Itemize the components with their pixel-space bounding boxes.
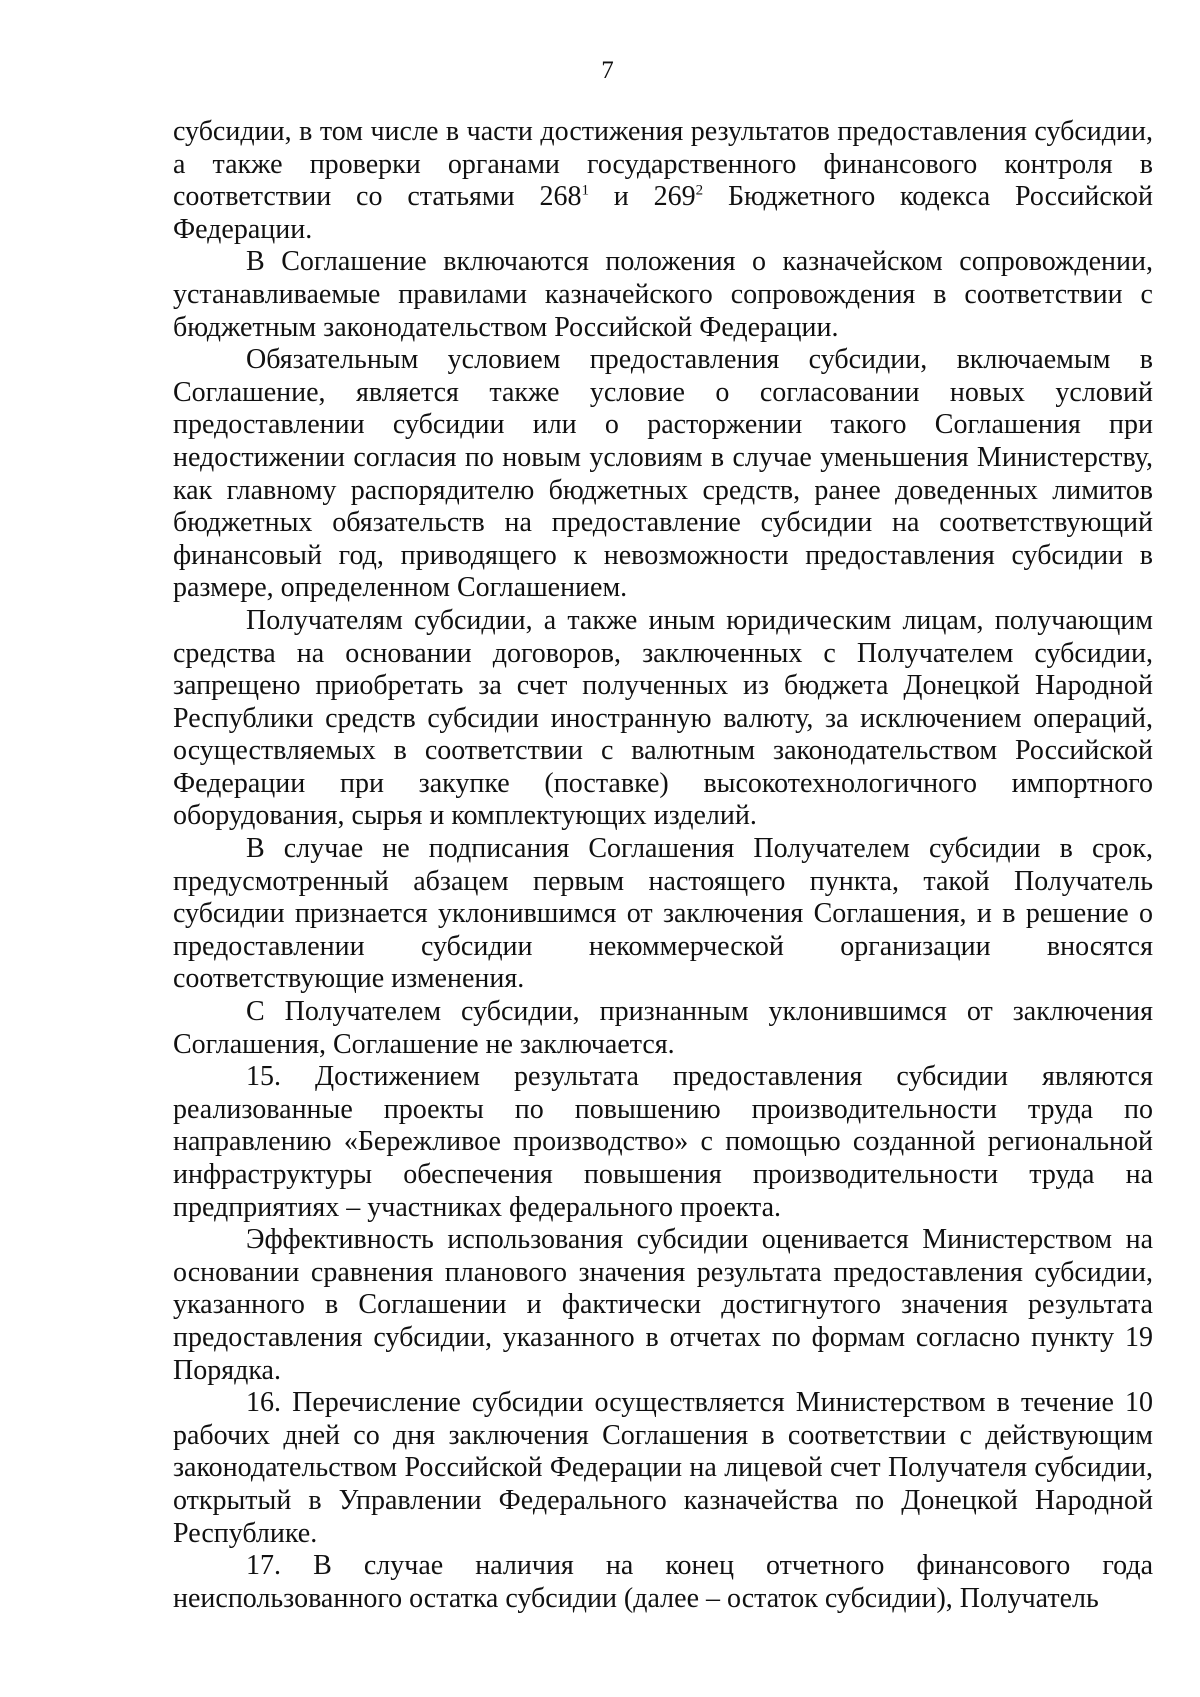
- paragraph-efficiency: Эффективность использования субсидии оценивается Министерством на основании сравнения планового значения результата предоставления субсидии, указанного в Соглашении и фактически достигнутого значения результата предоставления субсидии, указанного в отчетах по формам согласно пункту 19 Порядка.: [173, 1224, 1153, 1386]
- paragraph-not-signed: В случае не подписания Соглашения Получателем субсидии в срок, предусмотренный абзацем первым настоящего пункта, такой Получатель субсидии признается уклонившимся от заключения Соглашения, и в решение о предоставлении субсидии некоммерческой организации вносятся соответствующие изменения.: [173, 833, 1153, 995]
- document-body: [173, 116, 1153, 1615]
- paragraph-currency-prohibition: Получателям субсидии, а также иным юридическим лицам, получающим средства на основании договоров, заключенных с Получателем субсидии, запрещено приобретать за счет полученных из бюджета Донецкой Народной Республики средств субсидии иностранную валюту, за исключением операций, осуществляемых в соответствии с валютным законодательством Российской Федерации при закупке (поставке) высокотехнологичного импортного оборудования, сырья и комплектующих изделий.: [173, 604, 1153, 832]
- paragraph-text: и 269: [588, 181, 696, 213]
- paragraph-mandatory-condition: Обязательным условием предоставления субсидии, включаемым в Соглашение, является также условие о согласовании новых условий предоставлении субсидии или о расторжении такого Соглашения при недостижении согласия по новым условиям в случае уменьшения Министерству, как главному распорядителю бюджетных средств, ранее доведенных лимитов бюджетных обязательств на предоставление субсидии на соответствующий финансовый год, приводящего к невозможности предоставления субсидии в размере, определенном Соглашением.: [173, 344, 1153, 604]
- paragraph-text: Бюджетного кодекса Российской Федерации.: [173, 181, 1154, 245]
- paragraph-item-16: 16. Перечисление субсидии осуществляется Министерством в течение 10 рабочих дней со дня заключения Соглашения в соответствии с действующим законодательством Российской Федерации на лицевой счет Получателя субсидии, открытый в Управлении Федерального казначейства по Донецкой Народной Республике.: [173, 1387, 1153, 1549]
- paragraph-evaded: С Получателем субсидии, признанным уклонившимся от заключения Соглашения, Соглашение не заключается.: [173, 996, 1153, 1060]
- paragraph-continuation: [173, 116, 1153, 246]
- paragraph-text: субсидии, в том числе в части достижения результатов предоставления субсидии, а также проверки органами государственного финансового контроля в соответствии со статьями 268: [173, 116, 1153, 213]
- paragraph-item-17: 17. В случае наличия на конец отчетного финансового года неиспользованного остатка субсидии (далее – остаток субсидии), Получатель: [173, 1550, 1153, 1614]
- paragraph-item-15: 15. Достижением результата предоставления субсидии являются реализованные проекты по повышению производительности труда по направлению «Бережливое производство» с помощью созданной региональной инфраструктуры обеспечения повышения производительности труда на предприятиях – участниках федерального проекта.: [173, 1061, 1153, 1223]
- superscript: 2: [695, 182, 704, 199]
- superscript: 1: [581, 182, 589, 199]
- paragraph-treasury-support: В Соглашение включаются положения о казначейском сопровождении, устанавливаемые правилами казначейского сопровождения в соответствии с бюджетным законодательством Российской Федерации.: [173, 246, 1153, 343]
- page-number: 7: [601, 57, 614, 84]
